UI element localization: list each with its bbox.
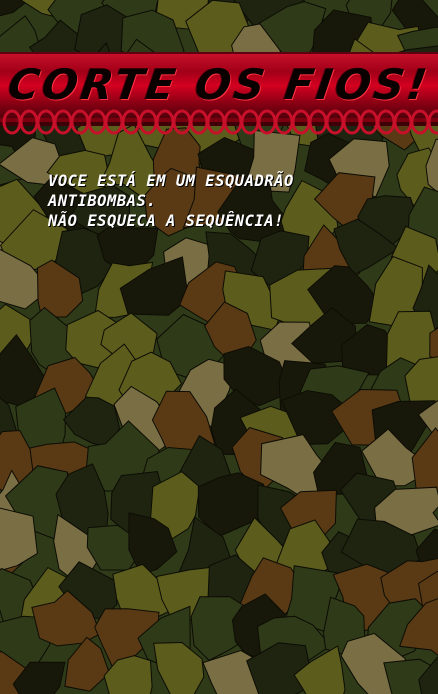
intro-line-1: VOCE ESTÁ EM UM ESQUADRÃO bbox=[48, 172, 294, 190]
intro-text bbox=[48, 171, 428, 231]
intro-line-3: NÃO ESQUECA A SEQUÊNCIA! bbox=[48, 212, 284, 230]
intro-line-2: ANTIBOMBAS. bbox=[48, 192, 157, 210]
wire-coil-icon bbox=[0, 108, 438, 138]
game-title: CORTE OS FIOS! bbox=[5, 60, 433, 109]
title-banner bbox=[0, 52, 438, 130]
